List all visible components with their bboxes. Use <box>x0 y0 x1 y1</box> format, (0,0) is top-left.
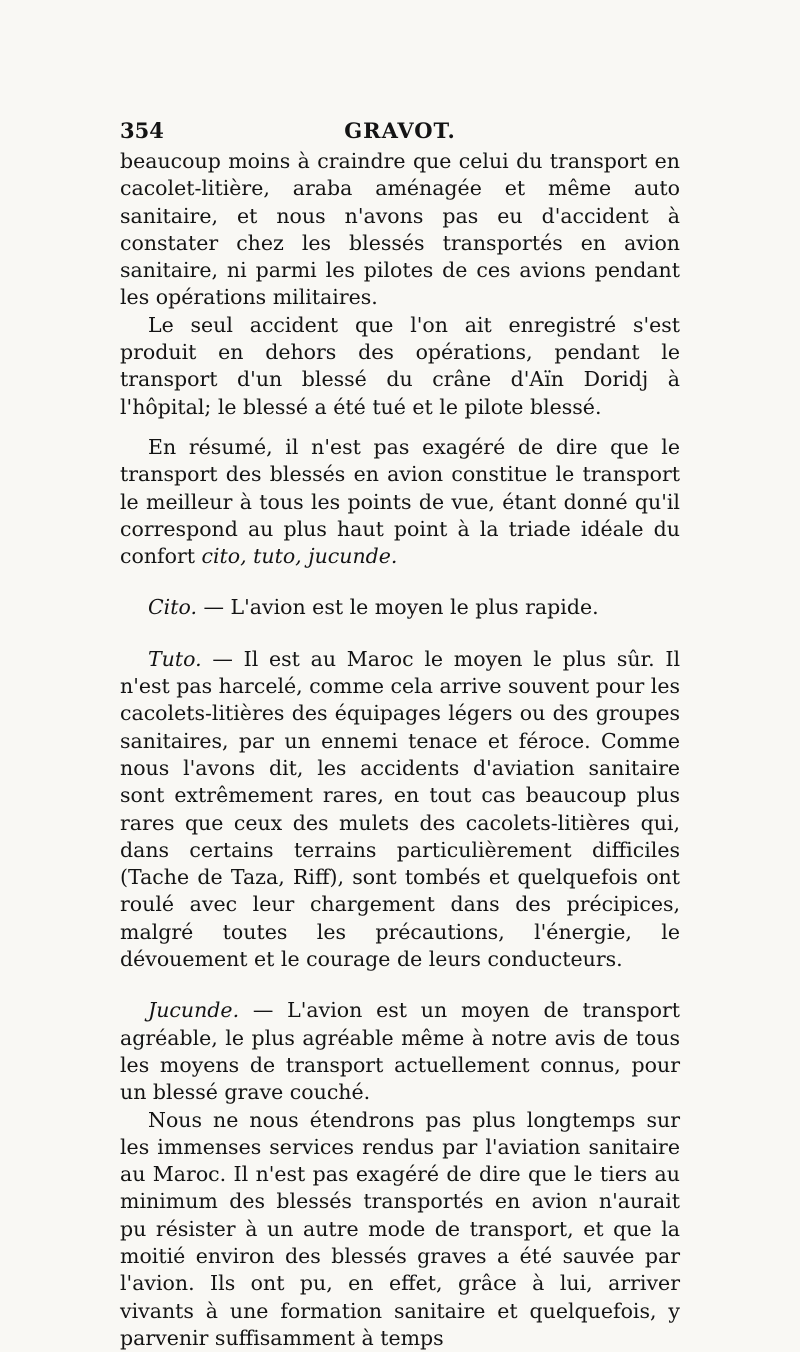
paragraph-2: Le seul accident que l'on ait enregistré s'est produit en dehors des opérations, pendant le transport d'un blessé du crâne d'Aïn Doridj à l'hôpital; le blessé a été tué et le pilote blessé. <box>120 312 680 421</box>
running-header <box>120 118 680 146</box>
page-number: 354 <box>120 118 164 143</box>
paragraph-1: beaucoup moins à craindre que celui du transport en cacolet-litière, araba aménagée et même auto sanitaire, et nous n'avons pas eu d'accident à constater chez les blessés transportés en avion sanitaire, ni parmi les pilotes de ces avions pendant les opérations militaires. <box>120 148 680 312</box>
paragraph-3-motto: cito, tuto, jucunde. <box>202 544 398 568</box>
cito-text: — L'avion est le moyen le plus rapide. <box>197 595 599 619</box>
tuto-text: — Il est au Maroc le moyen le plus sûr. Il n'est pas harcelé, comme cela arrive souvent pour les cacolets-litières des équipages légers ou des groupes sanitaires, par un ennemi tenace et féroce. Comme nous l'avons dit, les accidents d'aviation sanitaire sont extrêmement rares, en tout cas beaucoup plus rares que ceux des mulets des cacolets-litières qui, dans certains terrains particulièrement difficiles (Tache de Taza, Riff), sont tombés et quelquefois ont roulé avec leur chargement dans des précipices, malgré toutes les précautions, l'énergie, le dévouement et le courage de leurs conducteurs. <box>120 647 680 971</box>
paragraph-tuto <box>120 646 680 974</box>
paragraph-3-text: En résumé, il n'est pas exagéré de dire que le transport des blessés en avion constitue le transport le meilleur à tous les points de vue, étant donné qu'il correspond au plus haut point à la triade idéale du confort <box>120 435 680 568</box>
body-text <box>120 148 680 1352</box>
paragraph-3 <box>120 434 680 570</box>
paragraph-cito <box>120 594 680 621</box>
jucunde-text: — L'avion est un moyen de transport agréable, le plus agréable même à notre avis de tous les moyens de transport actuellement connus, pour un blessé grave couché. <box>120 998 680 1104</box>
paragraph-7: Nous ne nous étendrons pas plus longtemps sur les immenses services rendus par l'aviation sanitaire au Maroc. Il n'est pas exagéré de dire que le tiers au minimum des blessés transportés en avion n'aurait pu résister à un autre mode de transport, et que la moitié environ des blessés graves a été sauvée par l'avion. Ils ont pu, en effet, grâce à lui, arriver vivants à une formation sanitaire et quelquefois, y parvenir suffisamment à temps <box>120 1107 680 1352</box>
paragraph-jucunde <box>120 997 680 1106</box>
jucunde-lead: Jucunde. <box>148 998 239 1022</box>
running-title: GRAVOT. <box>120 118 680 143</box>
tuto-lead: Tuto. <box>148 647 202 671</box>
cito-lead: Cito. <box>148 595 197 619</box>
